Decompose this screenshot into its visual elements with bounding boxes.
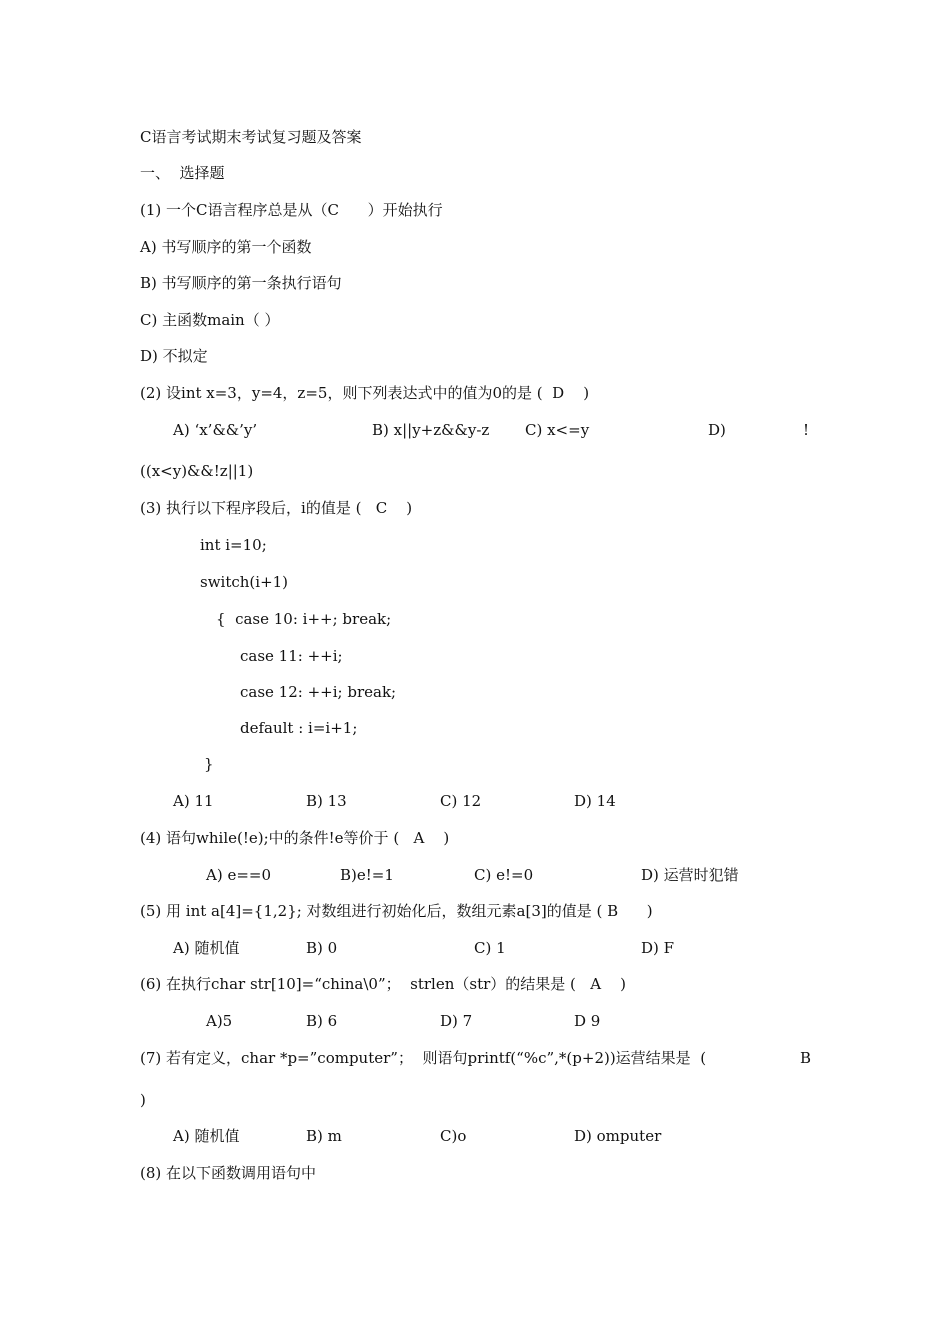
question-2-option-d: D) <box>708 421 726 439</box>
question-3-option-a: A) 11 <box>173 792 214 810</box>
question-1-option-a: A) 书写顺序的第一个函数 <box>140 238 312 256</box>
question-5-option-b: B) 0 <box>306 939 338 957</box>
question-7-option-a: A) 随机值 <box>173 1127 240 1145</box>
question-5-option-a: A) 随机值 <box>173 939 240 957</box>
question-3-option-d: D) 14 <box>574 792 616 810</box>
question-7-option-d: D) omputer <box>574 1127 662 1145</box>
question-6-option-a: A)5 <box>206 1012 233 1030</box>
code-line: int i=10; <box>200 536 267 554</box>
question-6-option-b: B) 6 <box>306 1012 338 1030</box>
question-7-answer: B <box>800 1049 812 1067</box>
question-7-option-b: B) m <box>306 1127 342 1145</box>
question-3-option-b: B) 13 <box>306 792 347 810</box>
question-3-stem: (3) 执行以下程序段后，i的值是 ( C ) <box>140 499 413 517</box>
question-4-stem: (4) 语句while(!e);中的条件!e等价于 ( A ) <box>140 829 450 847</box>
question-6-stem: (6) 在执行char str[10]=“china\0”； strlen（str）的结果是 ( A ) <box>140 975 626 993</box>
code-line: case 12: ++i; break; <box>240 683 397 701</box>
question-8-stem: (8) 在以下函数调用语句中 <box>140 1164 317 1182</box>
question-6-option-d: D 9 <box>574 1012 601 1030</box>
question-1-option-c: C) 主函数main（ ） <box>140 311 280 329</box>
code-line: } <box>204 755 214 773</box>
question-5-option-d: D) F <box>641 939 675 957</box>
document-title: C语言考试期末考试复习题及答案 <box>140 128 362 146</box>
question-2-option-c: C) x<=y <box>525 421 590 439</box>
code-line: { case 10: i++; break; <box>216 610 392 628</box>
section-heading: 一、 选择题 <box>140 164 225 182</box>
question-6-option-c: D) 7 <box>440 1012 473 1030</box>
question-1-option-d: D) 不拟定 <box>140 347 208 365</box>
question-2-option-d-expression: ((x<y)&&!z||1) <box>140 462 254 480</box>
question-3-option-c: C) 12 <box>440 792 482 810</box>
question-2-option-a: A) ‘x’&&’y’ <box>173 421 258 439</box>
question-2-option-d-expression-start: ! <box>803 421 810 439</box>
question-5-option-c: C) 1 <box>474 939 506 957</box>
question-7-option-c: C)o <box>440 1127 467 1145</box>
code-line: default : i=i+1; <box>240 719 358 737</box>
code-line: case 11: ++i; <box>240 647 343 665</box>
question-1-option-b: B) 书写顺序的第一条执行语句 <box>140 274 342 292</box>
question-4-option-b: B)e!=1 <box>340 866 394 884</box>
question-4-option-a: A) e==0 <box>206 866 272 884</box>
question-4-option-d: D) 运营时犯错 <box>641 866 739 884</box>
question-7-stem: (7) 若有定义，char *p=”computer”； 则语句printf(“%c”,*(p+2))运营结果是 ( <box>140 1049 707 1067</box>
question-7-stem-continued: ) <box>140 1091 146 1109</box>
question-4-option-c: C) e!=0 <box>474 866 534 884</box>
question-5-stem: (5) 用 int a[4]={1,2}; 对数组进行初始化后，数组元素a[3]的值是 ( B ) <box>140 902 653 920</box>
code-line: switch(i+1) <box>200 573 289 591</box>
question-1-stem: (1) 一个C语言程序总是从（C ）开始执行 <box>140 201 443 219</box>
question-2-option-b: B) x||y+z&&y-z <box>372 421 490 439</box>
question-2-stem: (2) 设int x=3，y=4，z=5，则下列表达式中的值为0的是 ( D ) <box>140 384 590 402</box>
